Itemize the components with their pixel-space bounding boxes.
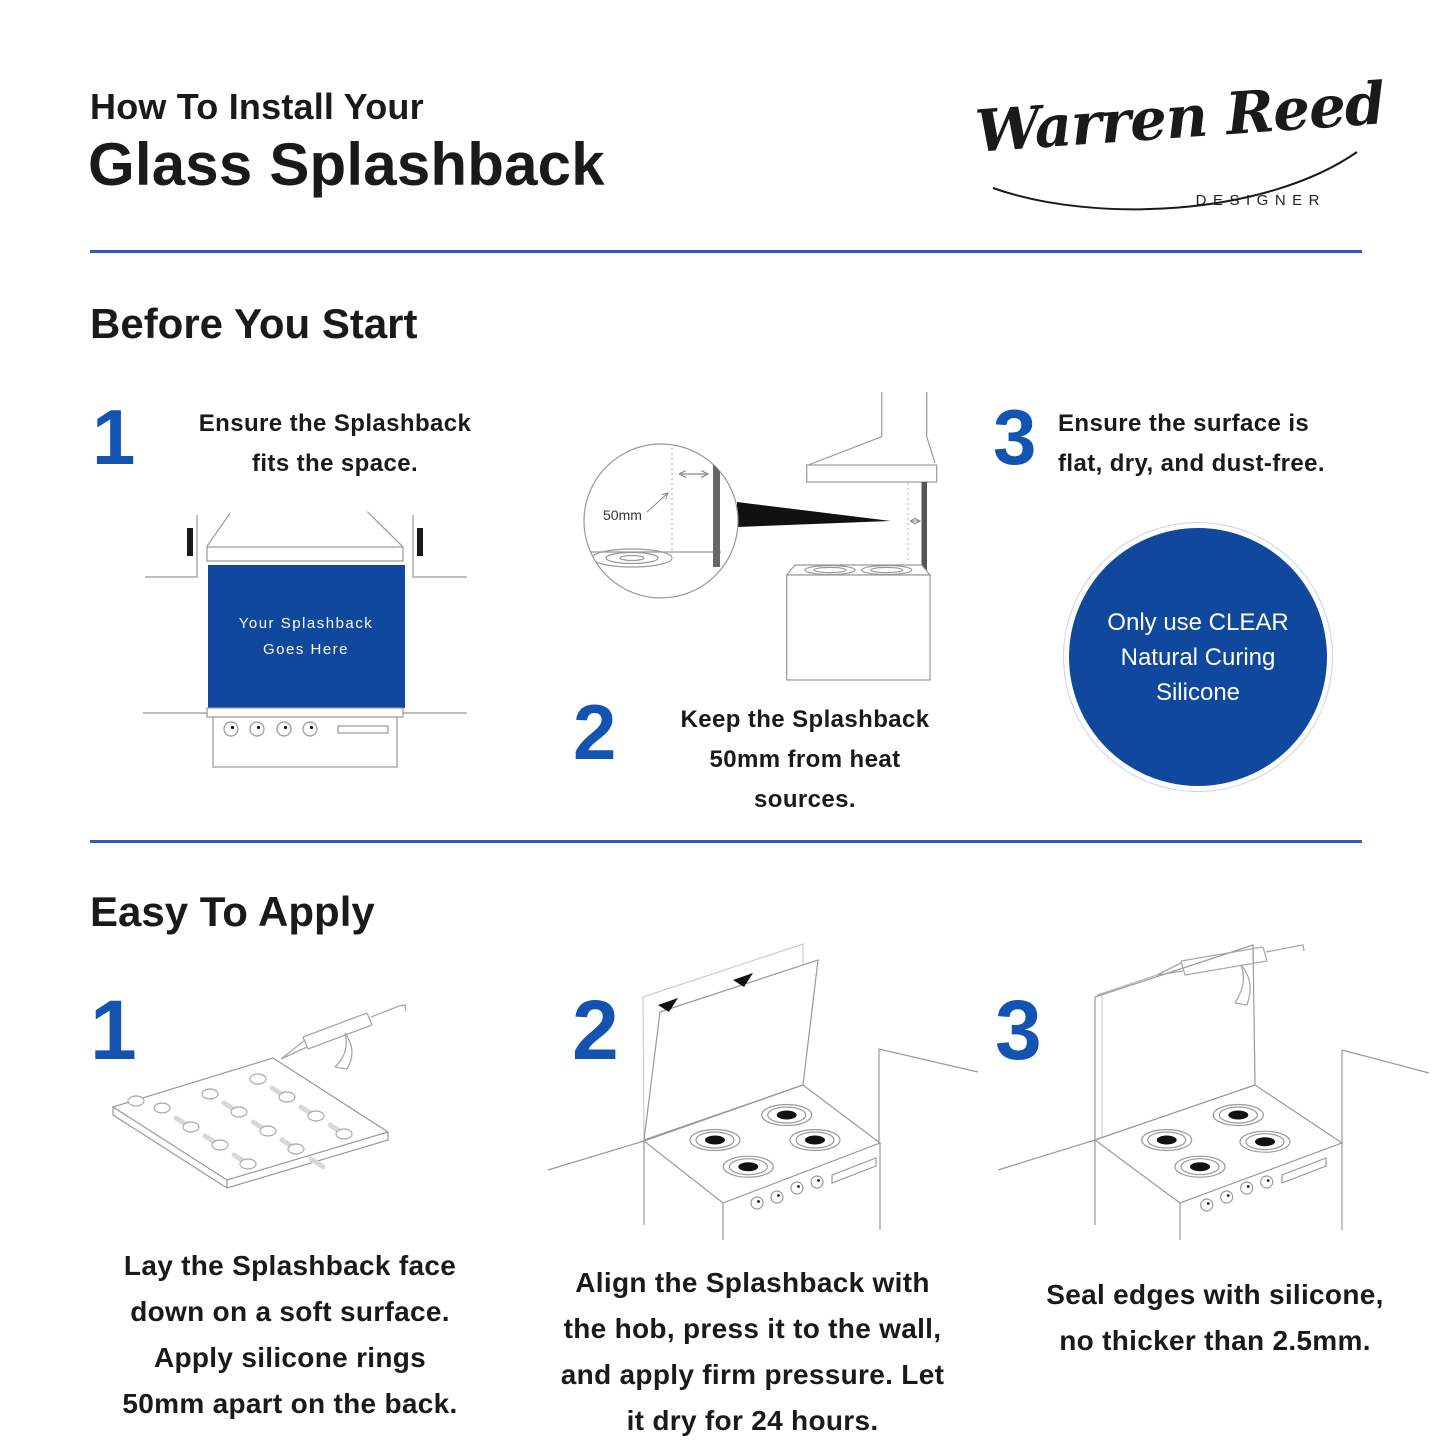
- apply-step2-caption: Align the Splashback with the hob, press it to the wall, and apply firm pressure. Let it dry for 24 hours.: [560, 1267, 945, 1436]
- cooker-hood-outline: [207, 512, 403, 561]
- apply-heading: Easy To Apply: [90, 888, 375, 935]
- diagram-silicone-rings: [95, 975, 465, 1240]
- cooker-display-iso: [832, 1158, 876, 1183]
- page-title-line2: Glass Splashback: [88, 131, 605, 198]
- before-step2-text: Keep the Splashback 50mm from heat sources.: [680, 706, 930, 813]
- apply-step3-caption: Seal edges with silicone, no thicker than 2.5mm.: [1046, 1279, 1384, 1356]
- splashback-placeholder-line1: Your Splashback: [238, 615, 374, 632]
- right-wall-corner: [1342, 1050, 1429, 1143]
- before-step3-number: 3: [993, 393, 1037, 481]
- magnifier-pointer-wedge: [737, 502, 891, 527]
- section-divider: [90, 840, 1362, 843]
- logo-name-text: Warren Reed: [973, 69, 1387, 166]
- apply-step1-caption: Lay the Splashback face down on a soft surface. Apply silicone rings 50mm apart on the back.: [122, 1250, 458, 1419]
- apply-step1-number: 1: [90, 983, 137, 1077]
- apply-step3-number: 3: [995, 983, 1042, 1077]
- before-step1-text: Ensure the Splashback fits the space.: [198, 410, 472, 477]
- right-wall-corner: [879, 1049, 978, 1143]
- apply-step2-number: 2: [572, 983, 619, 1077]
- diagram-align-splashback: [540, 935, 980, 1240]
- left-counter-edge: [548, 1141, 644, 1170]
- before-heading: Before You Start: [90, 300, 418, 347]
- logo-subtitle-text: DESIGNER: [1195, 192, 1326, 209]
- header-divider: [90, 250, 1362, 253]
- before-step3-text: Ensure the surface is flat, dry, and dust-free.: [1058, 410, 1325, 477]
- left-cabinet-handle: [187, 528, 193, 556]
- diagram-seal-edges: [985, 935, 1440, 1240]
- before-step2-number: 2: [573, 688, 617, 776]
- cooker-side-view: [787, 565, 930, 680]
- splashback-edge-bar-zoom: [713, 463, 720, 567]
- before-step1-number: 1: [92, 393, 136, 481]
- splashback-placeholder-line2: Goes Here: [262, 641, 350, 658]
- brand-logo: [973, 66, 1387, 236]
- cooker-top-band: [207, 708, 403, 717]
- diagram-heat-clearance: [575, 390, 1015, 695]
- splashback-edge-bar: [922, 482, 928, 572]
- chimney-outline: [807, 392, 937, 482]
- page-title-line1: How To Install Your: [90, 86, 424, 127]
- silicone-note-badge: Only use CLEAR Natural Curing Silicone: [1069, 528, 1327, 786]
- caulk-gun: [281, 1005, 406, 1069]
- splashback-panel-blue: [208, 565, 405, 708]
- left-counter-edge: [998, 1140, 1095, 1170]
- measurement-label: 50mm: [603, 507, 642, 523]
- diagram-splashback-fit: [140, 500, 530, 800]
- right-cabinet-handle: [417, 528, 423, 556]
